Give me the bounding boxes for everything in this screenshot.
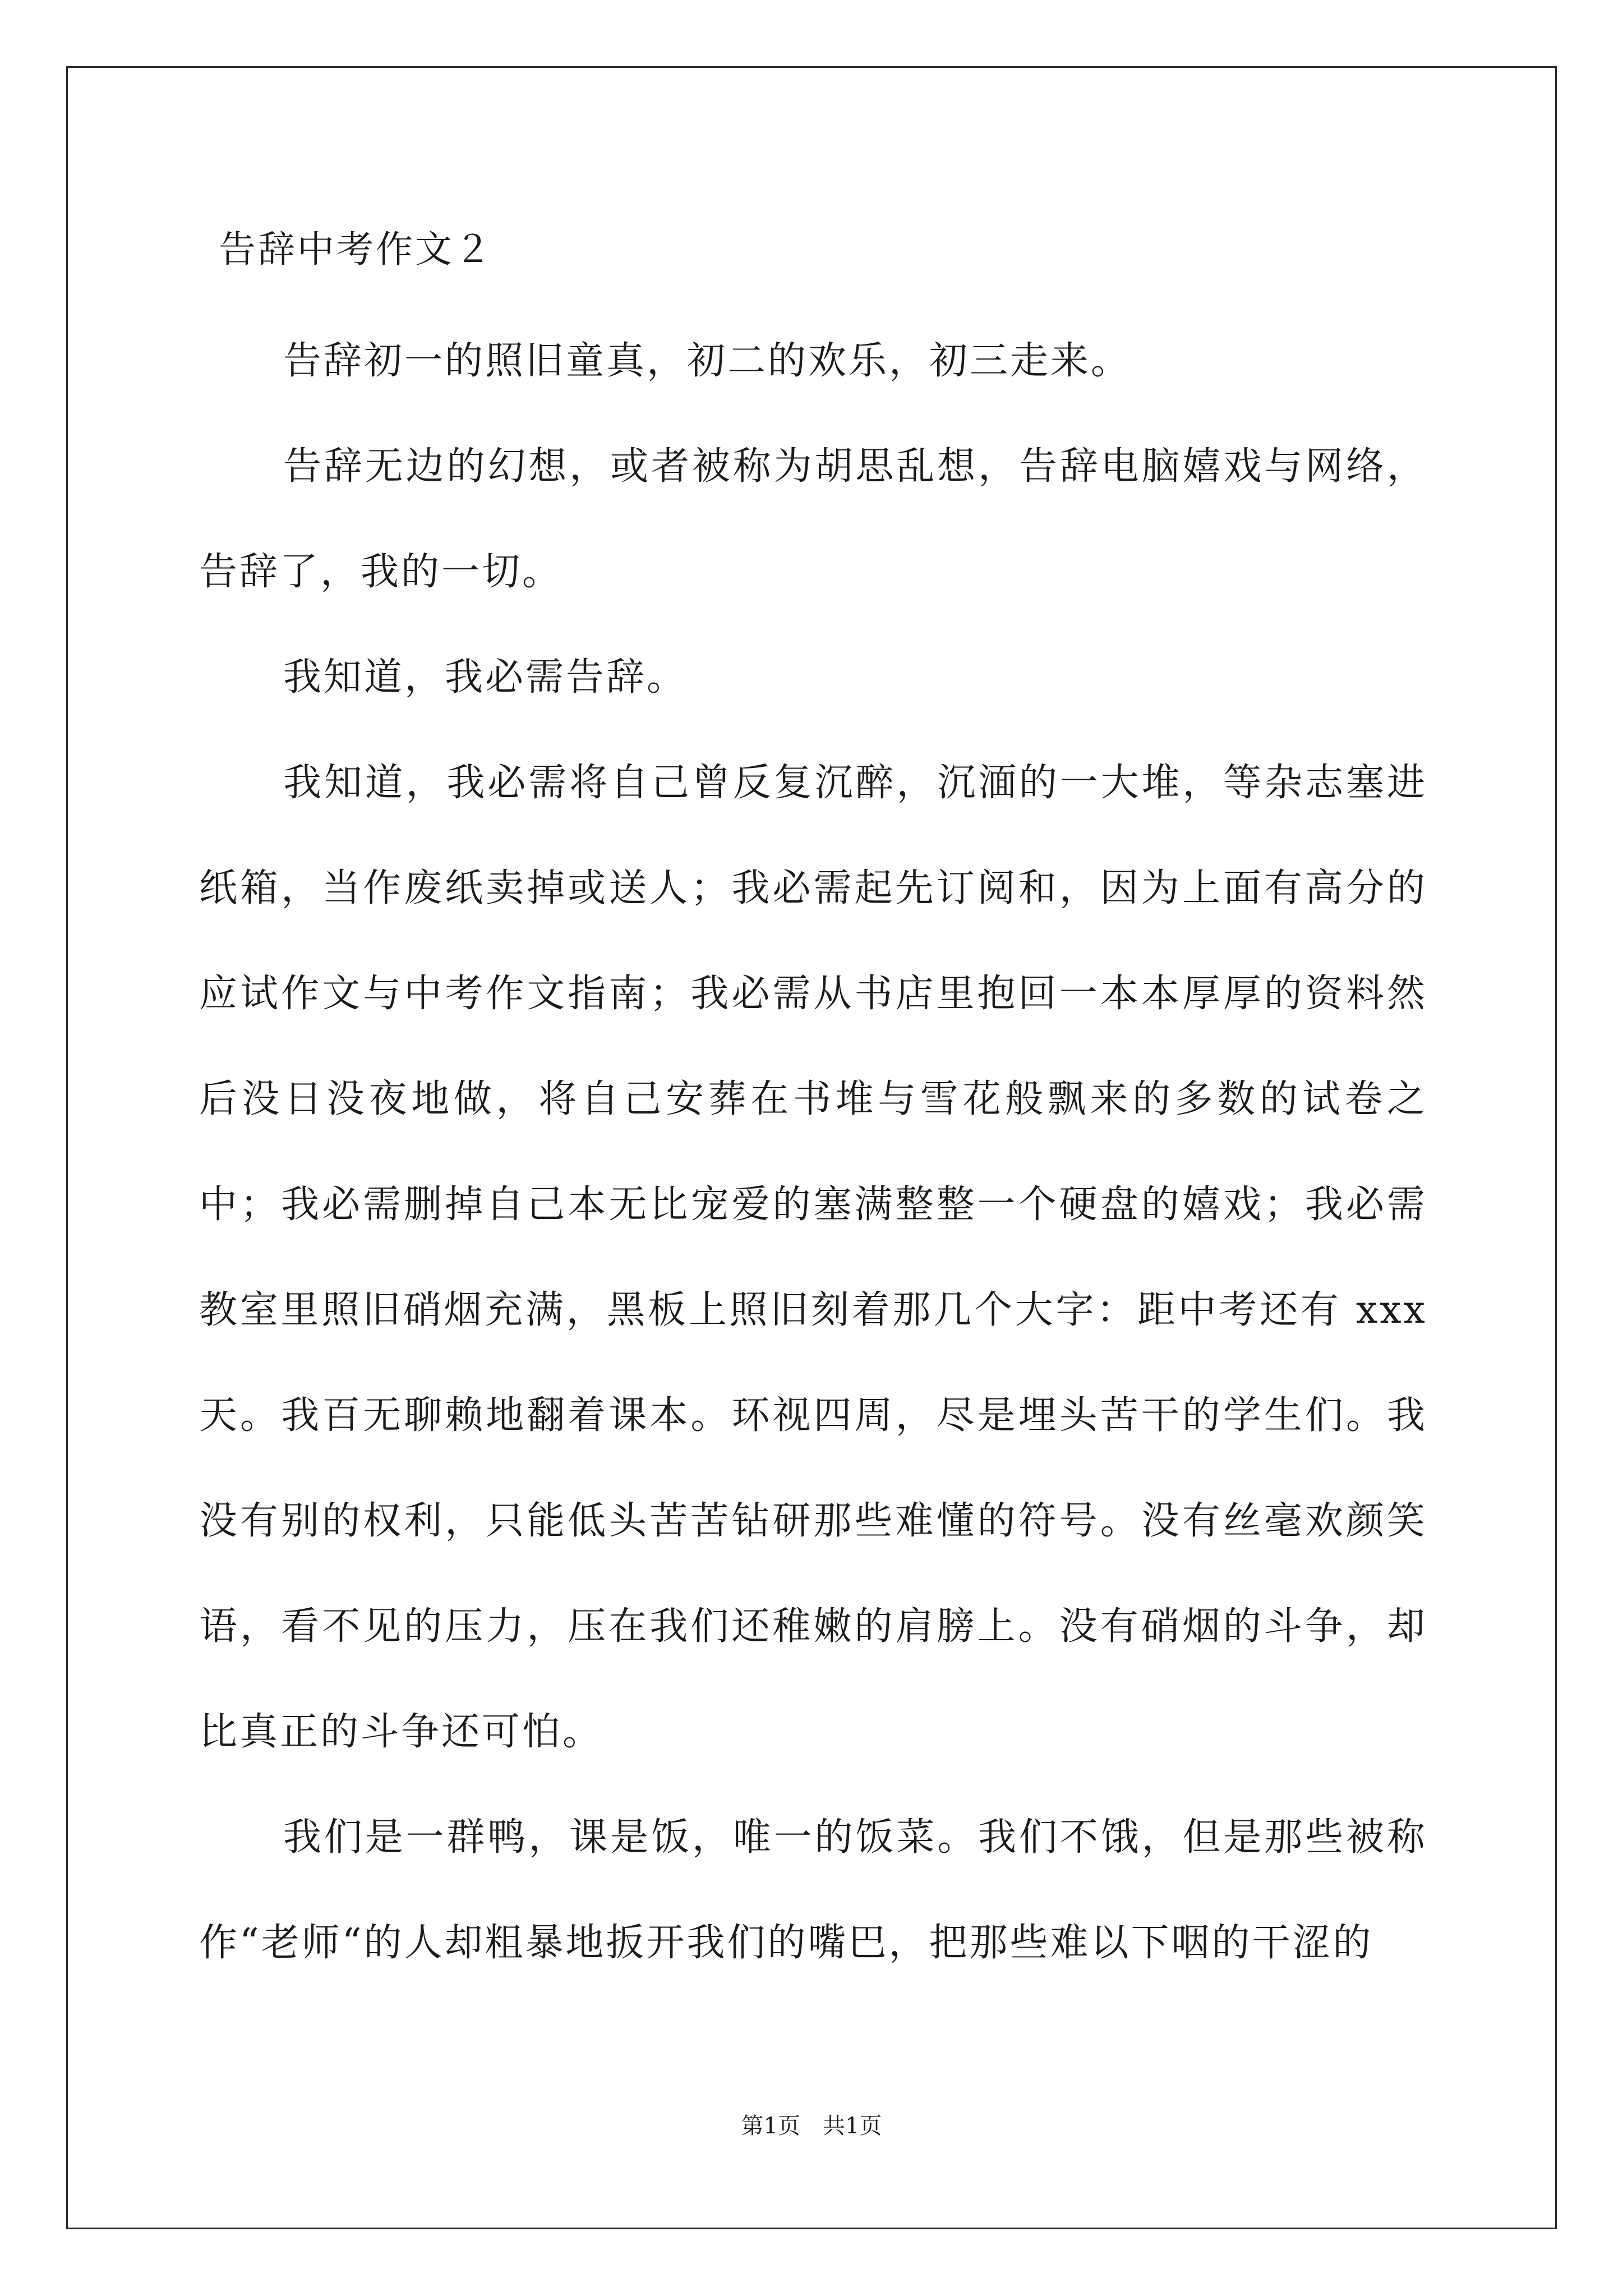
paragraph: 我知道，我必需将自己曾反复沉醉，沉湎的一大堆，等杂志塞进纸箱，当作废纸卖掉或送人；我必需起先订阅和，因为上面有高分的应试作文与中考作文指南；我必需从书店里抱回一本本厚厚的资料然后没日没夜地做，将自己安葬在书堆与雪花般飘来的多数的试卷之中；我必需删掉自己本无比宠爱的塞满整整一个硬盘的嬉戏；我必需教室里照旧硝烟充满，黑板上照旧刻着那几个大字：距中考还有 xxx 天。我百无聊赖地翻着课本。环视四周，尽是埋头苦干的学生们。我没有别的权利，只能低头苦苦钻研那些难懂的符号。没有丝毫欢颜笑语，看不见的压力，压在我们还稚嫩的肩膀上。没有硝烟的斗争，却比真正的斗争还可怕。 [199,761,1427,1754]
paragraph: 告辞无边的幻想，或者被称为胡思乱想，告辞电脑嬉戏与网络，告辞了，我的一切。 [199,444,1427,594]
paragraph: 告辞初一的照旧童真，初二的欢乐，初三走来。 [283,339,1132,383]
paragraph: 我知道，我必需告辞。 [283,655,688,700]
page-total: 共1页 [823,2113,882,2139]
paragraph: 我们是一群鸭，课是饭，唯一的饭菜。我们不饿，但是那些被称作“老师“的人却粗暴地扳开我们的嘴巴，把那些难以下咽的干涩的 [199,1815,1427,1965]
page-footer [0,2109,1623,2143]
page-number: 第1页 [741,2113,800,2139]
document-title: 告辞中考作文２ [219,228,494,271]
document-body [199,213,1427,1996]
